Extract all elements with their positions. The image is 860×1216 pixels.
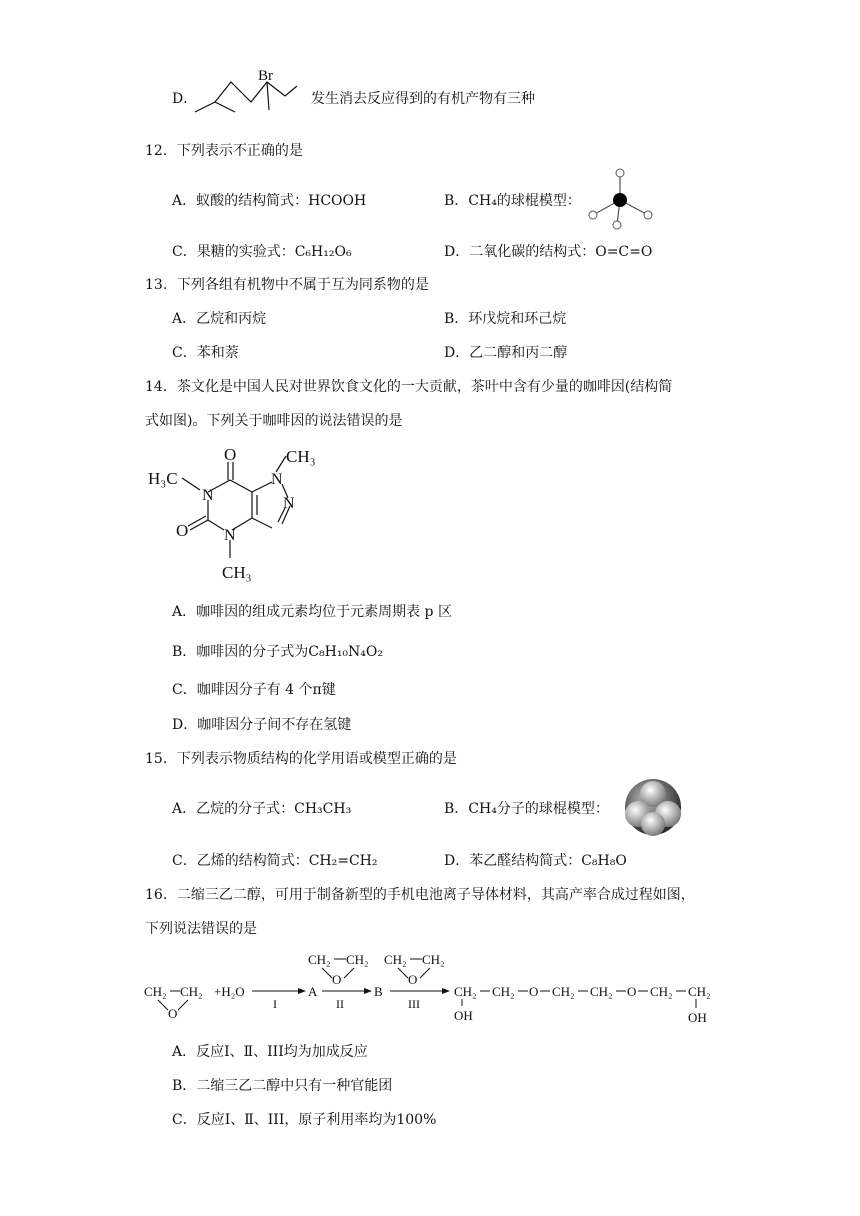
q15-stem: 15．下列表示物质结构的化学用语或模型正确的是 <box>145 751 457 767</box>
q12-option-a: A．蚁酸的结构简式：HCOOH <box>172 193 367 209</box>
q14-stem-line1: 14．茶文化是中国人民对世界饮食文化的一大贡献，茶叶中含有少量的咖啡因(结构简 <box>145 379 673 395</box>
eo2-o: O <box>332 972 342 987</box>
eo-o: O <box>168 1006 178 1021</box>
prod-o-1: O <box>529 984 539 999</box>
arrow-label-i: I <box>273 997 277 1011</box>
q11-option-d-text: 发生消去反应得到的有机产物有三种 <box>311 91 535 107</box>
q14-option-a: A．咖啡因的组成元素均位于元素周期表 p 区 <box>172 604 452 620</box>
intermediate-a: A <box>308 984 318 999</box>
eo-ch2-left: CH₂ <box>144 984 167 999</box>
q16-stem-line2: 下列说法错误的是 <box>145 921 257 937</box>
arrow-label-ii: II <box>336 997 344 1011</box>
q14-stem-line2: 式如图)。下列关于咖啡因的说法错误的是 <box>145 413 403 429</box>
ch4-space-filling-model-icon <box>620 776 686 838</box>
q13-stem: 13．下列各组有机物中不属于互为同系物的是 <box>145 277 429 293</box>
q15-option-b: B．CH₄分子的球棍模型： <box>444 801 609 817</box>
q16-option-c: C．反应Ⅰ、Ⅱ、III，原子利用率均为100% <box>172 1112 437 1128</box>
eo3-ch2-left: CH₂ <box>384 952 407 967</box>
caffeine-n7: N <box>271 471 283 488</box>
prod-ch2-5: CH₂ <box>650 984 673 999</box>
q15-option-d: D．苯乙醛结构简式：C₈H₈O <box>444 853 627 869</box>
q15-option-a: A．乙烷的分子式：CH₃CH₃ <box>172 801 352 817</box>
caffeine-n1: N <box>202 487 214 504</box>
q11-option-d-letter: D． <box>172 91 198 107</box>
prod-ch2-4: CH₂ <box>590 984 613 999</box>
q11-d-skeletal-structure <box>195 68 325 132</box>
prod-ch2-6: CH₂ <box>688 984 711 999</box>
arrow-label-iii: III <box>408 997 420 1011</box>
q14-option-b: B．咖啡因的分子式为C₈H₁₀N₄O₂ <box>172 644 383 660</box>
q13-option-b: B．环戊烷和环己烷 <box>444 311 567 327</box>
q16-synthesis-scheme <box>140 950 720 1028</box>
prod-oh-left: OH <box>454 1008 473 1023</box>
eo3-ch2-right: CH₂ <box>422 952 445 967</box>
prod-o-2: O <box>627 984 637 999</box>
prod-ch2-1: CH₂ <box>454 984 477 999</box>
caffeine-ch3-bottom: CH₃ <box>222 563 252 582</box>
q13-option-d: D．乙二醇和丙二醇 <box>444 345 568 361</box>
ch4-ball-stick-model-icon <box>583 165 663 231</box>
caffeine-o-left: O <box>176 521 189 540</box>
prod-oh-right: OH <box>688 1010 707 1025</box>
eo2-ch2-right: CH₂ <box>346 952 369 967</box>
q12-option-b: B．CH₄的球棍模型： <box>444 193 581 209</box>
q13-option-c: C．苯和萘 <box>172 345 239 361</box>
q16-stem-line1: 16．二缩三乙二醇，可用于制备新型的手机电池离子导体材料，其高产率合成过程如图， <box>145 887 695 903</box>
caffeine-structure <box>140 440 340 590</box>
prod-ch2-3: CH₂ <box>552 984 575 999</box>
q16-option-b: B．二缩三乙二醇中只有一种官能团 <box>172 1078 393 1094</box>
q16-option-a: A．反应Ⅰ、Ⅱ、III均为加成反应 <box>172 1044 368 1060</box>
q15-option-c: C．乙烯的结构简式：CH₂=CH₂ <box>172 853 378 869</box>
caffeine-ch3-top: CH₃ <box>286 447 316 466</box>
caffeine-o-top: O <box>224 445 237 464</box>
q12-option-d: D．二氧化碳的结构式：O=C=O <box>444 244 653 260</box>
intermediate-b: B <box>374 984 383 999</box>
caffeine-h3c: H₃C <box>148 469 178 488</box>
eo-ch2-right: CH₂ <box>180 984 203 999</box>
eo2-ch2-left: CH₂ <box>308 952 331 967</box>
q12-option-c: C．果糖的实验式：C₆H₁₂O₆ <box>172 244 352 260</box>
q12-stem: 12．下列表示不正确的是 <box>145 143 303 159</box>
bromine-label: Br <box>258 68 273 84</box>
q13-option-a: A．乙烷和丙烷 <box>172 311 267 327</box>
prod-ch2-2: CH₂ <box>492 984 515 999</box>
eo3-o: O <box>408 972 418 987</box>
caffeine-n8: N <box>283 495 295 512</box>
plus-water: +H₂O <box>214 984 245 999</box>
caffeine-n3: N <box>224 527 236 544</box>
q14-option-d: D．咖啡因分子间不存在氢键 <box>172 717 352 733</box>
q14-option-c: C．咖啡因分子有 4 个π键 <box>172 682 336 698</box>
